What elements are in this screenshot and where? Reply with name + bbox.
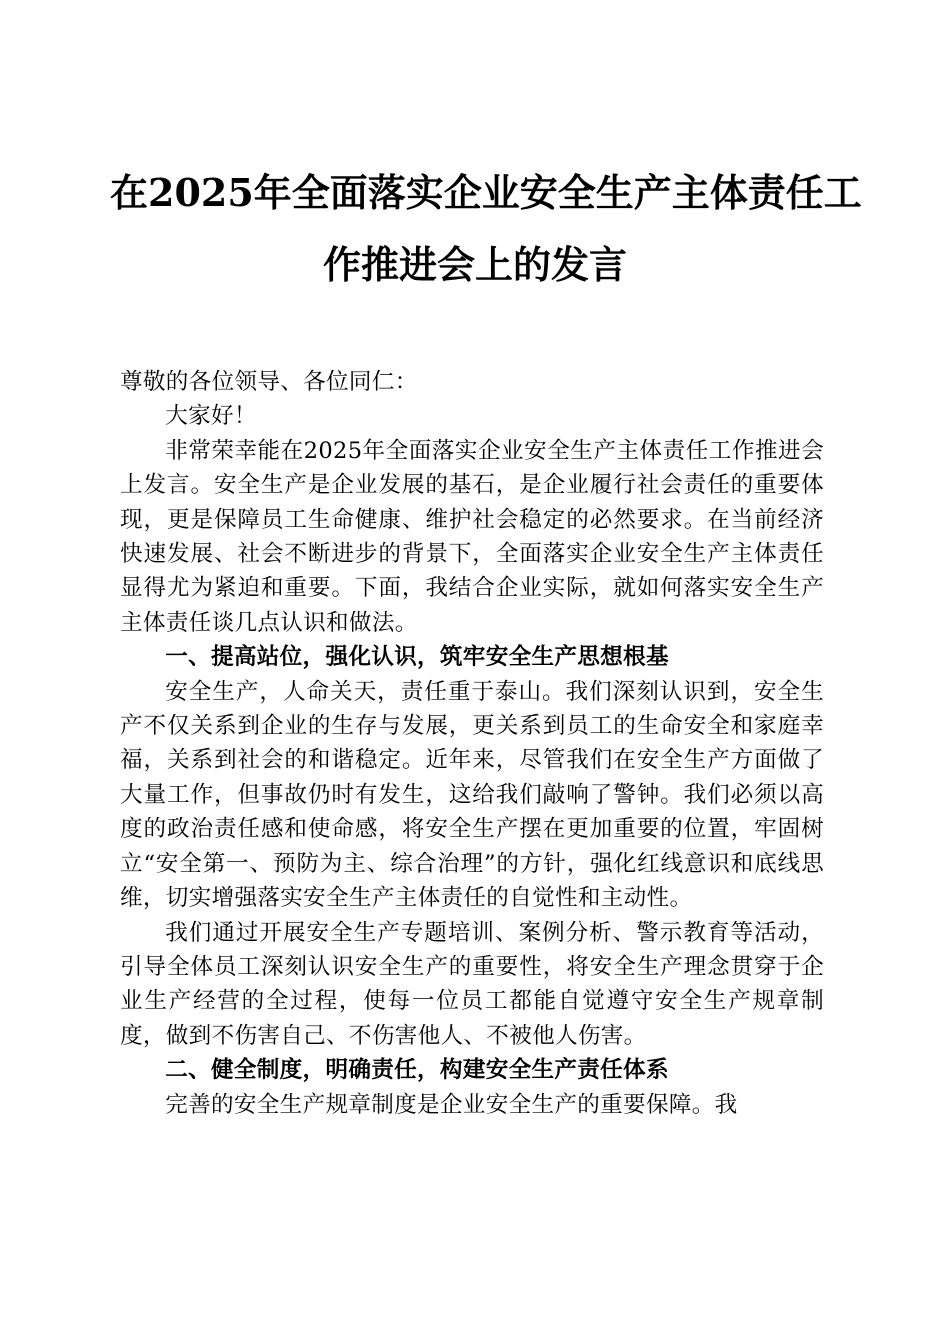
document-title-line-2: 作推进会上的发言 xyxy=(322,242,627,287)
document-body xyxy=(120,365,824,1122)
section-2-heading: 二、健全制度，明确责任，构建安全生产责任体系 xyxy=(165,1057,669,1084)
greeting: 大家好！ xyxy=(165,403,257,430)
section-2-paragraph-1: 完善的安全生产规章制度是企业安全生产的重要保障。我 xyxy=(165,1091,738,1118)
section-1-paragraph-1: 安全生产，人命关天，责任重于泰山。我们深刻认识到，安全生产不仅关系到企业的生存与发展，更关系到员工的生命安全和家庭幸福，关系到社会的和谐稳定。近年来，尽管我们在安全生产方面做了大量工作，但事故仍时有发生，这给我们敲响了警钟。我们必须以高度的政治责任感和使命感，将安全生产摆在更加重要的位置，牢固树立“安全第一、预防为主、综合治理”的方针，强化红线意识和底线思维，切实增强落实安全生产主体责任的自觉性和主动性。 xyxy=(120,678,824,912)
section-1-paragraph-2: 我们通过开展安全生产专题培训、案例分析、警示教育等活动，引导全体员工深刻认识安全生产的重要性，将安全生产理念贯穿于企业生产经营的全过程，使每一位员工都能自觉遵守安全生产规章制度，做到不伤害自己、不伤害他人、不被他人伤害。 xyxy=(120,919,824,1049)
document-title-line-1: 在2025年全面落实企业安全生产主体责任工 xyxy=(110,170,862,215)
salutation: 尊敬的各位领导、各位同仁： xyxy=(120,369,418,395)
intro-paragraph: 非常荣幸能在2025年全面落实企业安全生产主体责任工作推进会上发言。安全生产是企业发展的基石，是企业履行社会责任的重要体现，更是保障员工生命健康、维护社会稳定的必然要求。在当前经济快速发展、社会不断进步的背景下，全面落实企业安全生产主体责任显得尤为紧迫和重要。下面，我结合企业实际，就如何落实安全生产主体责任谈几点认识和做法。 xyxy=(120,437,824,636)
section-1-heading: 一、提高站位，强化认识，筑牢安全生产思想根基 xyxy=(165,644,669,671)
